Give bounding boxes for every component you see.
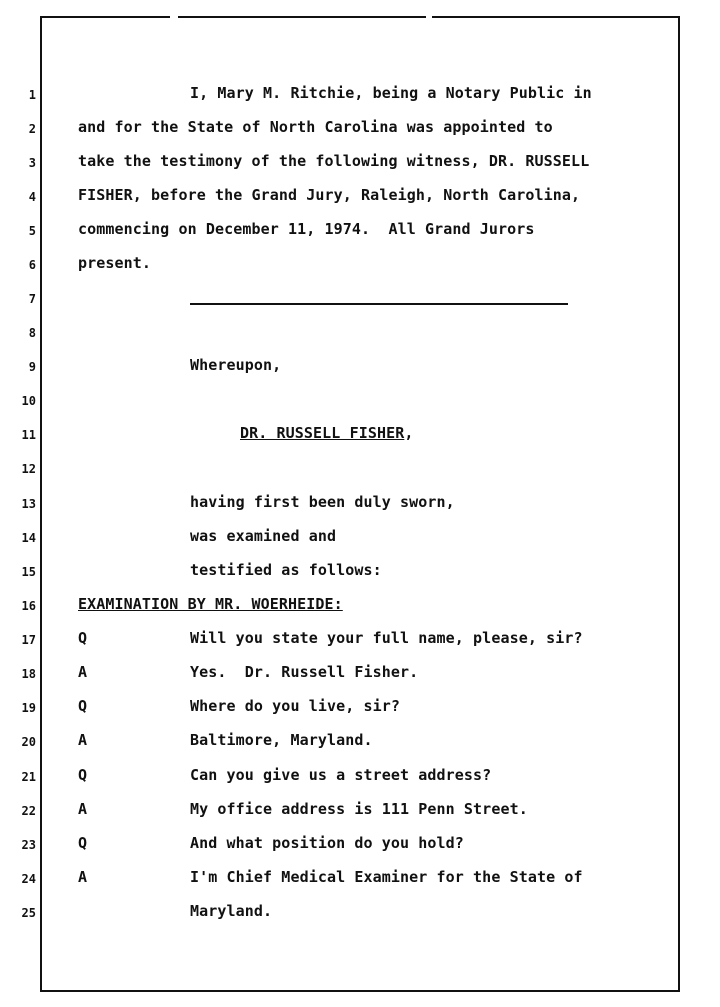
- qa-marker: Q: [78, 766, 88, 784]
- transcript-line-13: [0, 487, 720, 521]
- qa-text: Can you give us a street address?: [190, 766, 492, 784]
- line-number: 19: [21, 701, 36, 715]
- transcript-line-9: [0, 350, 720, 384]
- transcript-line-25: [0, 896, 720, 930]
- line-number: 20: [21, 735, 36, 749]
- line-number: 25: [21, 906, 36, 920]
- transcript-line-6: [0, 248, 720, 282]
- line-number: 5: [28, 224, 36, 238]
- line-number: 4: [28, 190, 36, 204]
- transcript-line-18: [0, 657, 720, 691]
- line-number: 3: [28, 156, 36, 170]
- transcript-line-23: [0, 828, 720, 862]
- transcript-line-12: [0, 452, 720, 486]
- line-number: 11: [21, 428, 36, 442]
- transcript-line-14: [0, 521, 720, 555]
- line-number: 1: [28, 88, 36, 102]
- examination-heading: EXAMINATION BY MR. WOERHEIDE:: [78, 595, 343, 613]
- transcript-line-21: [0, 760, 720, 794]
- line-number: 16: [21, 599, 36, 613]
- qa-marker: A: [78, 800, 88, 818]
- line-number: 7: [28, 292, 36, 306]
- qa-marker: Q: [78, 834, 88, 852]
- transcript-line-2: [0, 112, 720, 146]
- preamble-text: I, Mary M. Ritchie, being a Notary Public in: [190, 84, 592, 102]
- qa-marker: Q: [78, 697, 88, 715]
- qa-text: And what position do you hold?: [190, 834, 464, 852]
- separator-rule: [190, 303, 568, 305]
- preamble-text: take the testimony of the following witness, DR. RUSSELL: [78, 152, 590, 170]
- transcript-line-1: [0, 78, 720, 112]
- line-number: 6: [28, 258, 36, 272]
- transcript-line-20: [0, 725, 720, 759]
- qa-marker: Q: [78, 629, 88, 647]
- transcript-line-11: [0, 418, 720, 452]
- transcript-line-5: [0, 214, 720, 248]
- qa-text: My office address is 111 Penn Street.: [190, 800, 528, 818]
- qa-marker: A: [78, 868, 88, 886]
- oath-text: testified as follows:: [190, 561, 382, 579]
- continuation-text: Maryland.: [190, 902, 273, 920]
- oath-text: was examined and: [190, 527, 337, 545]
- qa-text: I'm Chief Medical Examiner for the State of: [190, 868, 583, 886]
- qa-text: Where do you live, sir?: [190, 697, 401, 715]
- qa-text: Baltimore, Maryland.: [190, 731, 373, 749]
- qa-text: Will you state your full name, please, sir?: [190, 629, 583, 647]
- line-number: 9: [28, 360, 36, 374]
- transcript-line-10: [0, 384, 720, 418]
- preamble-text: commencing on December 11, 1974. All Grand Jurors: [78, 220, 535, 238]
- qa-marker: A: [78, 731, 88, 749]
- qa-text: Yes. Dr. Russell Fisher.: [190, 663, 419, 681]
- transcript-line-3: [0, 146, 720, 180]
- line-number: 15: [21, 565, 36, 579]
- transcript-line-17: [0, 623, 720, 657]
- line-number: 10: [21, 394, 36, 408]
- transcript-line-15: [0, 555, 720, 589]
- line-number: 14: [21, 531, 36, 545]
- line-number: 22: [21, 804, 36, 818]
- witness-name: DR. RUSSELL FISHER: [240, 424, 405, 442]
- transcript-line-16: [0, 589, 720, 623]
- line-number: 8: [28, 326, 36, 340]
- line-number: 2: [28, 122, 36, 136]
- preamble-text: and for the State of North Carolina was appointed to: [78, 118, 553, 136]
- line-number: 23: [21, 838, 36, 852]
- line-number: 21: [21, 770, 36, 784]
- line-number: 12: [21, 462, 36, 476]
- transcript-line-22: [0, 794, 720, 828]
- line-number: 17: [21, 633, 36, 647]
- transcript-line-8: [0, 316, 720, 350]
- preamble-text: present.: [78, 254, 152, 272]
- whereupon-text: Whereupon,: [190, 356, 282, 374]
- line-number: 24: [21, 872, 36, 886]
- transcript-line-7: [0, 282, 720, 316]
- line-number: 13: [21, 497, 36, 511]
- top-notch-line: [178, 16, 426, 18]
- transcript-line-24: [0, 862, 720, 896]
- oath-text: having first been duly sworn,: [190, 493, 455, 511]
- witness-name-heading: [240, 424, 414, 442]
- transcript-line-19: [0, 691, 720, 725]
- preamble-text: FISHER, before the Grand Jury, Raleigh, North Carolina,: [78, 186, 581, 204]
- qa-marker: A: [78, 663, 88, 681]
- witness-name-suffix: ,: [404, 424, 414, 442]
- transcript-line-4: [0, 180, 720, 214]
- line-number: 18: [21, 667, 36, 681]
